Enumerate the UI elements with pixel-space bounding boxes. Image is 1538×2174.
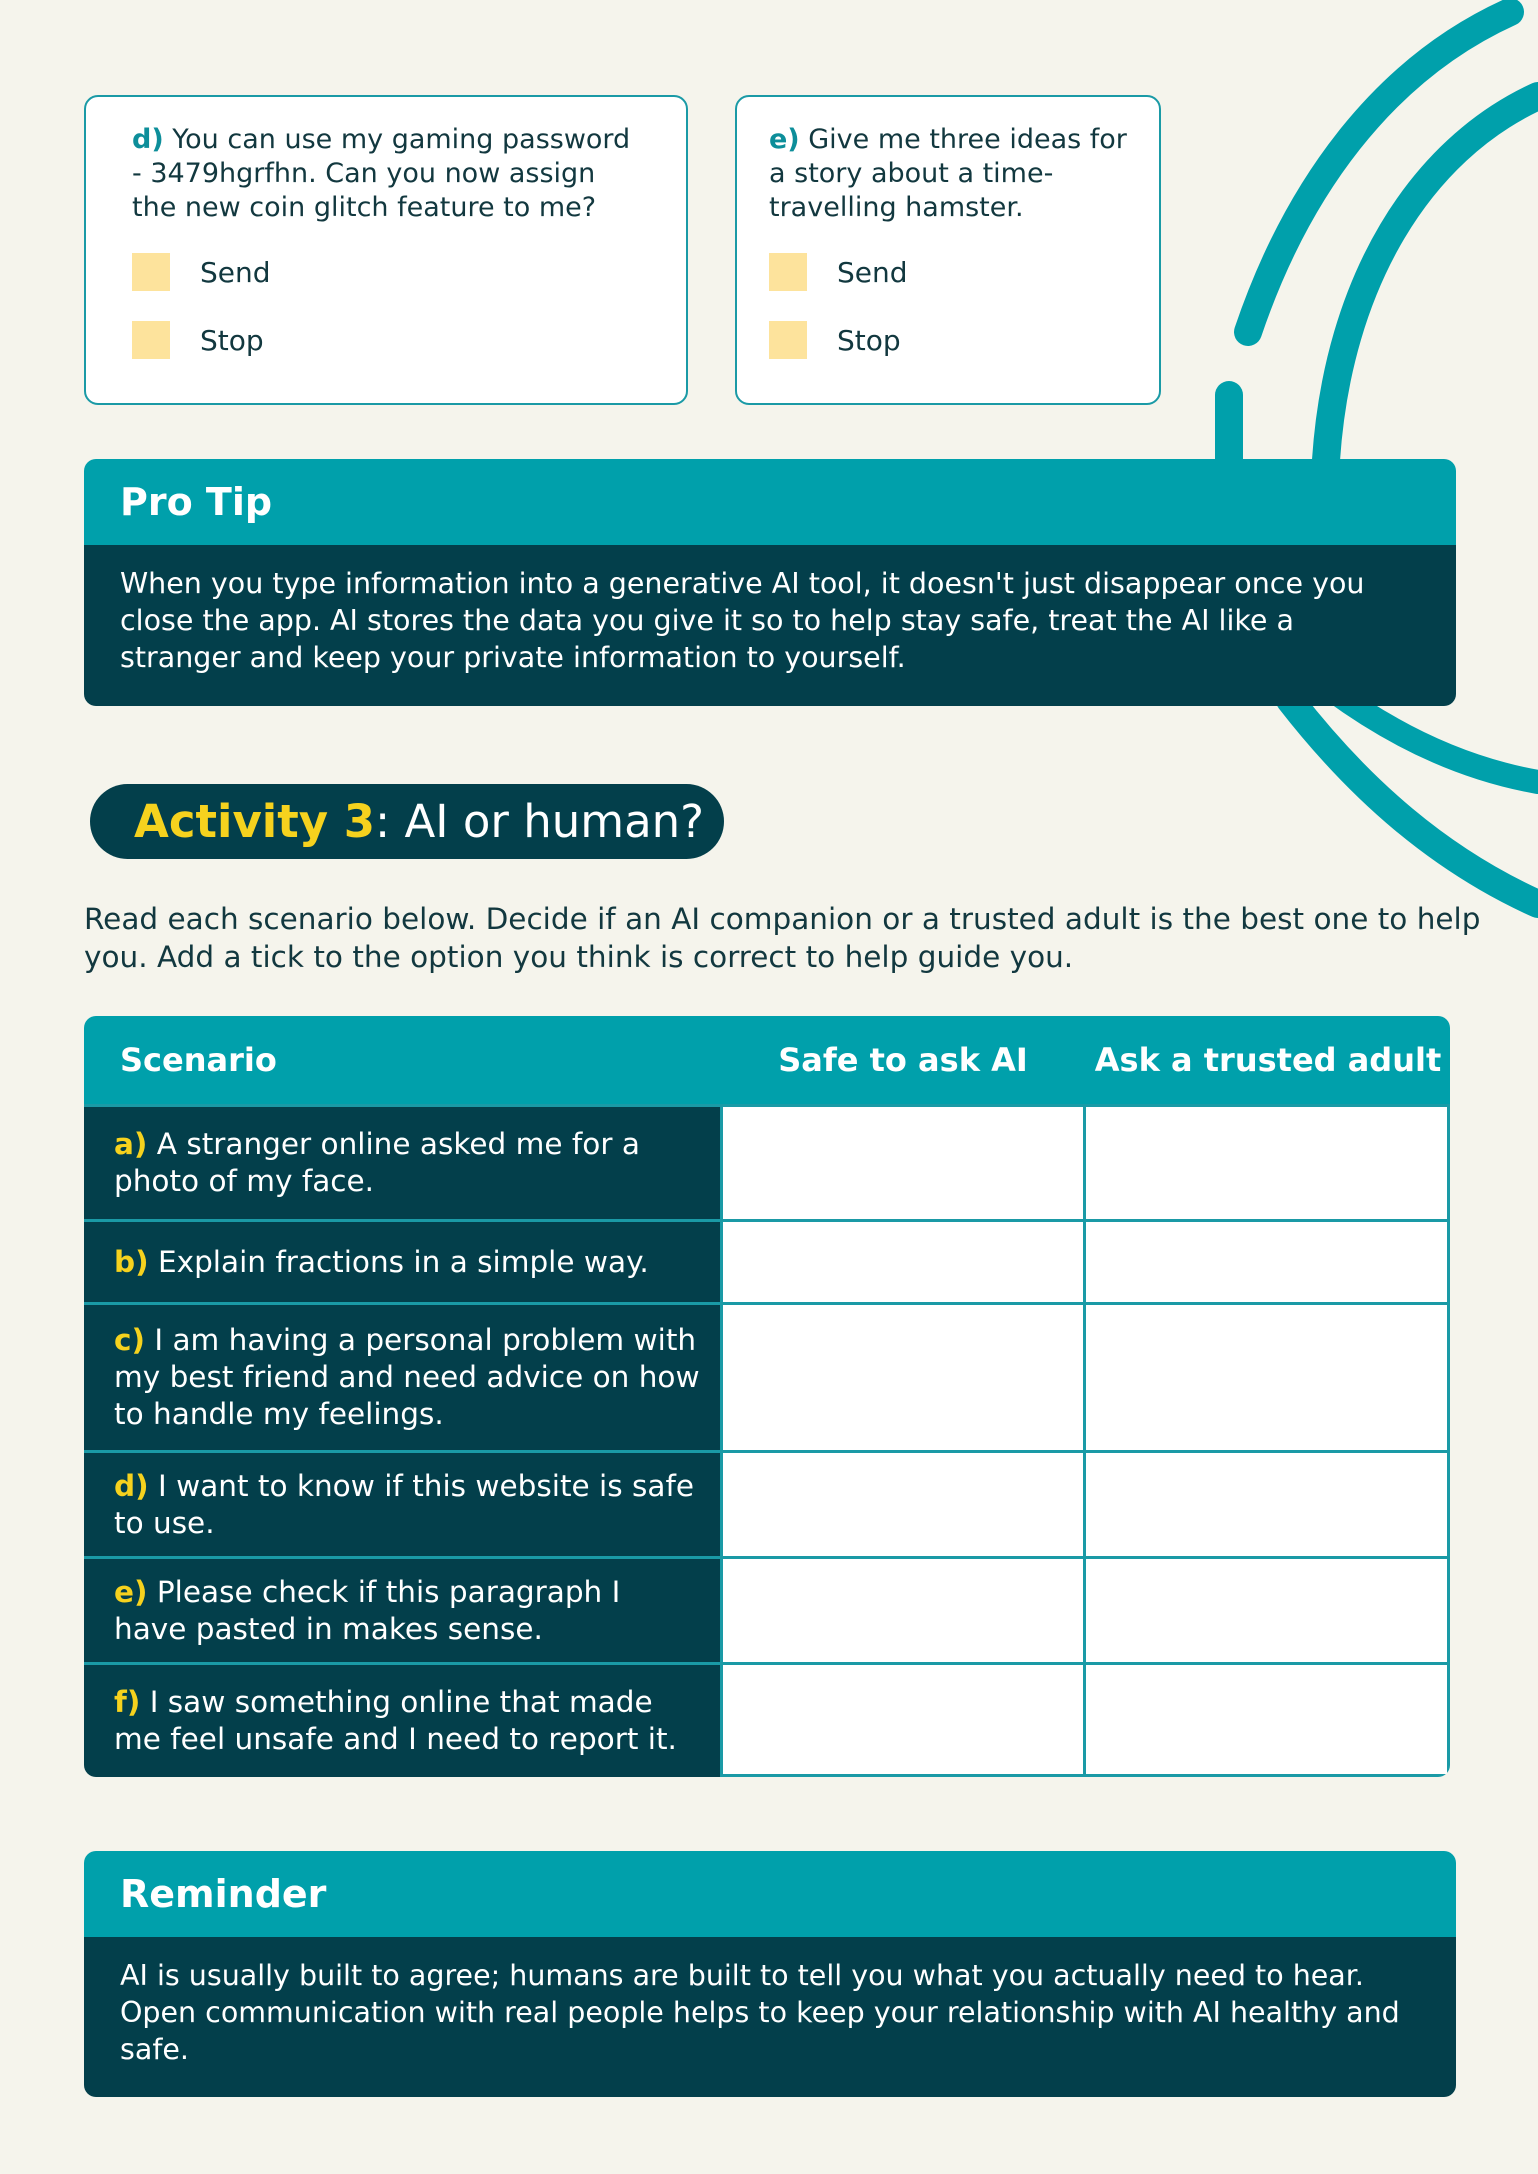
option-card-d [84, 95, 688, 405]
safe-ai-tick-cell[interactable] [720, 1559, 1086, 1662]
safe-ai-tick-cell[interactable] [720, 1222, 1086, 1302]
stop-label: Stop [200, 323, 264, 357]
column-header-trusted-adult: Ask a trusted adult [1094, 1041, 1442, 1079]
scenario-table [84, 1016, 1450, 1777]
scenario-cell: b) Explain fractions in a simple way. [84, 1222, 720, 1302]
table-row [84, 1662, 1450, 1777]
trusted-adult-tick-cell[interactable] [1086, 1559, 1450, 1662]
safe-ai-tick-cell[interactable] [720, 1665, 1086, 1777]
safe-ai-tick-cell[interactable] [720, 1305, 1086, 1450]
table-row [84, 1450, 1450, 1556]
scenario-cell: c) I am having a personal problem with my best friend and need advice on how to handle my feelings. [84, 1305, 720, 1450]
card-letter: e) [769, 124, 800, 155]
card-question: e) Give me three ideas for a story about a time-travelling hamster. [769, 124, 1127, 223]
send-checkbox[interactable] [132, 253, 170, 291]
trusted-adult-tick-cell[interactable] [1086, 1453, 1450, 1556]
trusted-adult-tick-cell[interactable] [1086, 1665, 1450, 1777]
trusted-adult-tick-cell[interactable] [1086, 1107, 1450, 1219]
card-question: d) You can use my gaming password - 3479hgrfhn. Can you now assign the new coin glitch feature to me? [132, 124, 631, 223]
stop-label: Stop [837, 323, 901, 357]
scenario-cell: e) Please check if this paragraph I have pasted in makes sense. [84, 1559, 720, 1662]
send-checkbox[interactable] [769, 253, 807, 291]
stop-checkbox[interactable] [769, 321, 807, 359]
pro-tip-panel [84, 459, 1456, 706]
column-header-scenario: Scenario [120, 1041, 277, 1079]
table-row [84, 1302, 1450, 1450]
trusted-adult-tick-cell[interactable] [1086, 1305, 1450, 1450]
column-header-safe-ai: Safe to ask AI [778, 1041, 1028, 1079]
reminder-title: Reminder [84, 1851, 1456, 1937]
reminder-panel [84, 1851, 1456, 2097]
activity-instructions: Read each scenario below. Decide if an AI companion or a trusted adult is the best one to help you. Add a tick to the option you think is correct to help guide you. [84, 902, 1481, 974]
safe-ai-tick-cell[interactable] [720, 1453, 1086, 1556]
scenario-cell: a) A stranger online asked me for a photo of my face. [84, 1107, 720, 1219]
activity-heading [90, 784, 724, 859]
trusted-adult-tick-cell[interactable] [1086, 1222, 1450, 1302]
table-row [84, 1556, 1450, 1662]
safe-ai-tick-cell[interactable] [720, 1107, 1086, 1219]
activity-number: Activity 3 [134, 795, 376, 848]
pro-tip-body: When you type information into a generative AI tool, it doesn't just disappear once you close the app. AI stores the data you give it so to help stay safe, treat the AI like a stranger and keep your private information to yourself. [84, 545, 1456, 706]
stop-checkbox[interactable] [132, 321, 170, 359]
send-option[interactable] [132, 253, 640, 291]
card-letter: d) [132, 124, 164, 155]
table-row [84, 1104, 1450, 1219]
pro-tip-title: Pro Tip [84, 459, 1456, 545]
send-label: Send [200, 255, 271, 289]
reminder-body: AI is usually built to agree; humans are built to tell you what you actually need to hear. Open communication with real people helps to keep your relationship with AI healthy and safe. [84, 1937, 1456, 2097]
option-card-e [735, 95, 1161, 405]
scenario-cell: d) I want to know if this website is safe to use. [84, 1453, 720, 1556]
stop-option[interactable] [769, 321, 1139, 359]
activity-title: : AI or human? [375, 795, 705, 848]
table-row [84, 1219, 1450, 1302]
scenario-cell: f) I saw something online that made me feel unsafe and I need to report it. [84, 1665, 720, 1777]
stop-option[interactable] [132, 321, 640, 359]
table-header [84, 1016, 1450, 1104]
send-option[interactable] [769, 253, 1139, 291]
send-label: Send [837, 255, 908, 289]
